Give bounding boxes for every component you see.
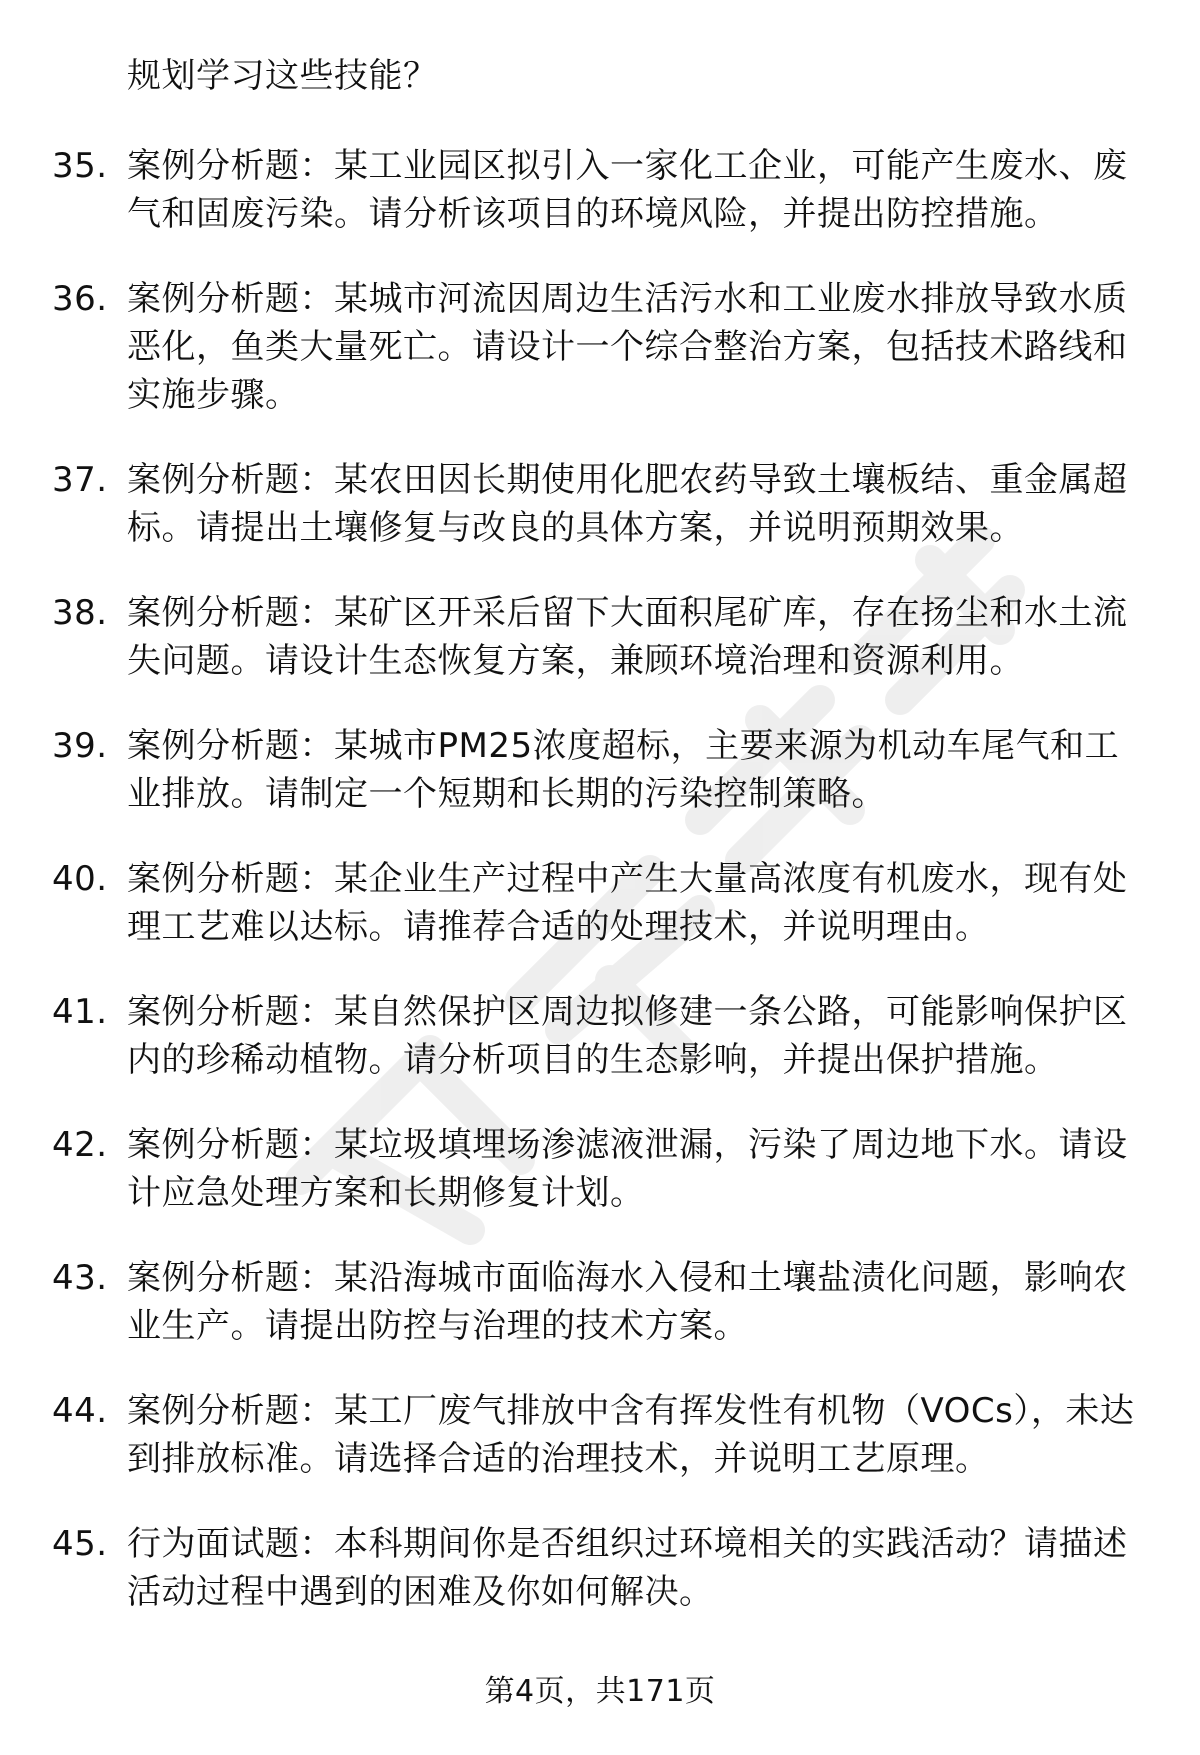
page-footer: 第4页，共171页 [484,1674,716,1709]
question-text: 行为面试题：本科期间你是否组织过环境相关的实践活动？请描述活动过程中遇到的困难及你如何解决。 [127,1524,1128,1612]
question-number: 35. [52,146,108,186]
question-number: 44. [52,1391,108,1431]
question-text: 案例分析题：某农田因长期使用化肥农药导致土壤板结、重金属超标。请提出土壤修复与改良的具体方案，并说明预期效果。 [127,460,1128,548]
question-text: 案例分析题：某垃圾填埋场渗滤液泄漏，污染了周边地下水。请设计应急处理方案和长期修复计划。 [127,1125,1128,1213]
question-item [0,275,1137,419]
question-item [0,988,1137,1084]
question-number: 41. [52,992,108,1032]
question-item [0,722,1137,818]
question-text: 案例分析题：某城市PM25浓度超标，主要来源为机动车尾气和工业排放。请制定一个短期和长期的污染控制策略。 [127,726,1120,814]
question-item [0,1387,1137,1483]
question-number: 36. [52,279,108,319]
question-item [0,456,1137,552]
question-item [0,855,1137,951]
question-item [0,142,1137,238]
question-text: 案例分析题：某自然保护区周边拟修建一条公路，可能影响保护区内的珍稀动植物。请分析项目的生态影响，并提出保护措施。 [127,992,1128,1080]
question-text: 案例分析题：某沿海城市面临海水入侵和土壤盐渍化问题，影响农业生产。请提出防控与治理的技术方案。 [127,1258,1128,1346]
question-item [0,1121,1137,1217]
question-number: 45. [52,1524,108,1564]
question-number: 38. [52,593,108,633]
question-text: 案例分析题：某企业生产过程中产生大量高浓度有机废水，现有处理工艺难以达标。请推荐合适的处理技术，并说明理由。 [127,859,1128,947]
question-number: 42. [52,1125,108,1165]
question-text: 案例分析题：某工厂废气排放中含有挥发性有机物（VOCs），未达到排放标准。请选择合适的治理技术，并说明工艺原理。 [127,1391,1135,1479]
question-text: 案例分析题：某工业园区拟引入一家化工企业，可能产生废水、废气和固废污染。请分析该项目的环境风险，并提出防控措施。 [127,146,1128,234]
question-item [0,1520,1137,1616]
question-item [0,1254,1137,1350]
question-text: 案例分析题：某城市河流因周边生活污水和工业废水排放导致水质恶化，鱼类大量死亡。请设计一个综合整治方案，包括技术路线和实施步骤。 [127,279,1128,415]
question-number: 39. [52,726,108,766]
continuation-text: 规划学习这些技能？ [127,56,438,96]
question-text: 案例分析题：某矿区开采后留下大面积尾矿库，存在扬尘和水土流失问题。请设计生态恢复方案，兼顾环境治理和资源利用。 [127,593,1128,681]
question-number: 43. [52,1258,108,1298]
question-item [0,589,1137,685]
question-number: 37. [52,460,108,500]
question-list [0,142,1200,1653]
question-number: 40. [52,859,108,899]
